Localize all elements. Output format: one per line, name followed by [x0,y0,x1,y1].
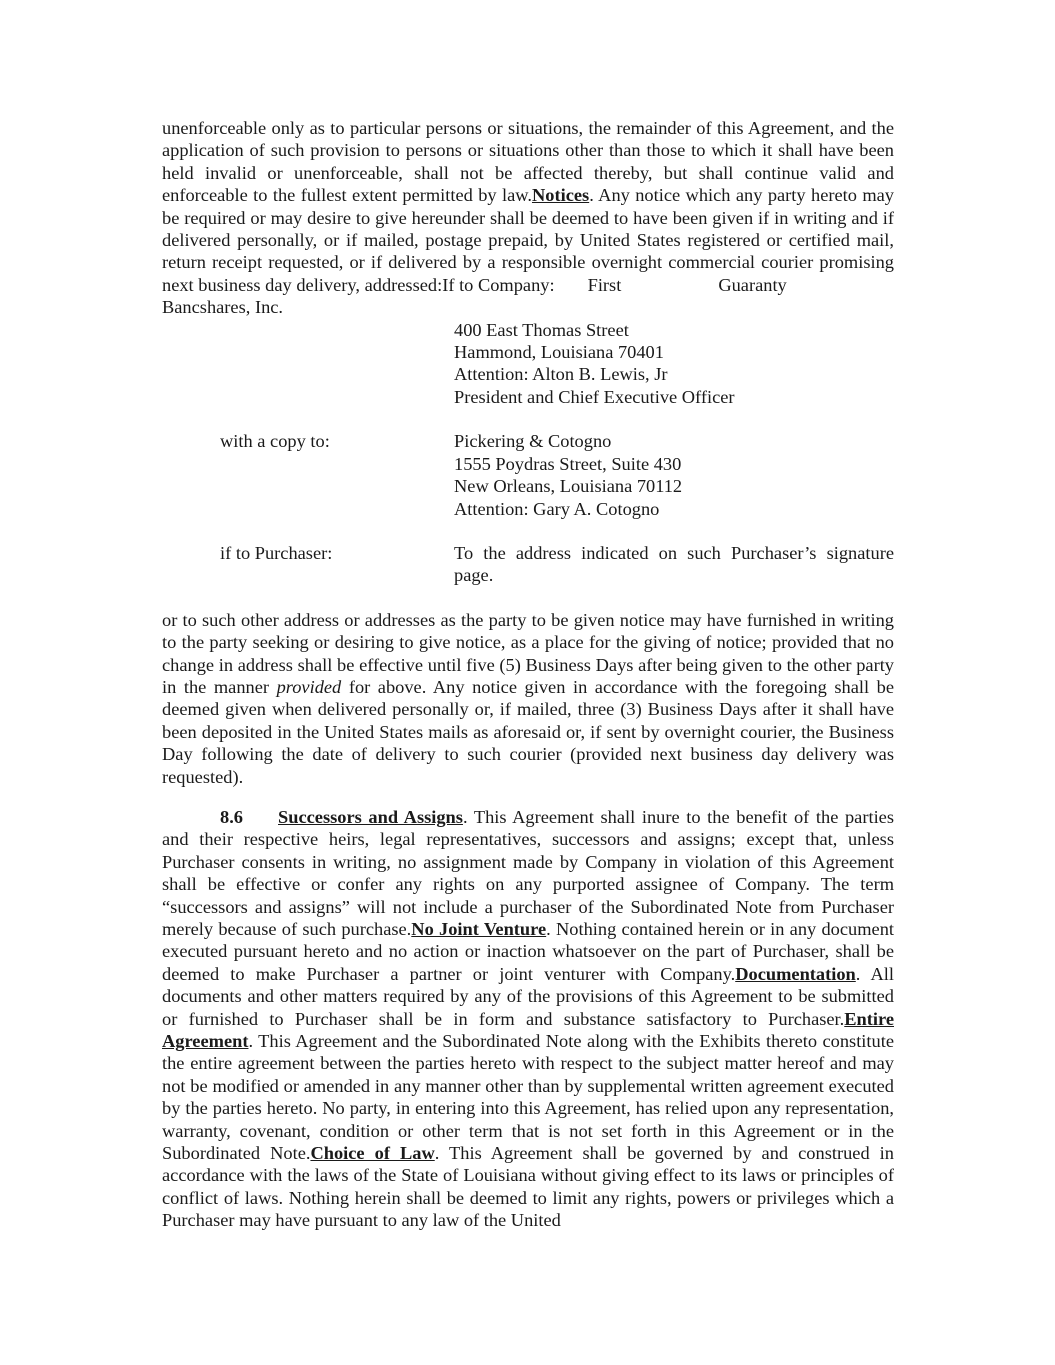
address-line: Hammond, Louisiana 70401 [454,342,664,363]
paragraph-text: . Nothing contained herein or in any document executed pursuant hereto and no action or inaction whatsoever on the part of Purchaser, shall be deemed to make Purchaser a partner or joint venturer with Company. [162,919,894,984]
copy-to-address [162,430,894,520]
paragraph-text: . This Agreement and the Subordinated Note along with the Exhibits thereto constitute the entire agreement between the parties hereto with respect to the subject matter hereof and may not be modified or amended in any manner other than by supplemental written agreement executed by the parties hereto. No party, in entering into this Agreement, has relied upon any representation, warranty, covenant, condition or other term that is not set forth in this Agreement or in the Subordinated Note. [162,1031,894,1164]
address-line: 1555 Poydras Street, Suite 430 [454,453,682,474]
paragraph-text: unenforceable only as to particular persons or situations, the remainder of this Agreement, and the application of such provision to persons or situations other than those to which it shall have been held invalid or unenforceable, shall not be affected thereby, but shall continue valid and enforceable to the fullest extent permitted by law. [162,118,894,206]
address-line: Attention: Alton B. Lewis, Jr [454,364,668,385]
paragraph-text: . All documents and other matters required by any of the provisions of this Agreement to be submitted or furnished to Purchaser shall be in form and substance satisfactory to Purchaser. [162,963,894,1029]
documentation-heading: Documentation [735,963,856,984]
purchaser-address [162,542,894,587]
address-line: New Orleans, Louisiana 70112 [454,476,683,497]
paragraph-text: for above. Any notice given in accordance with the foregoing shall be deemed given when delivered personally or, if mailed, three (3) Business Days after it shall have been deposited in the United States mails as aforesaid or, if sent by overnight courier, the Business Day following the date of delivery to such courier (provided next business day delivery was requested). [162,676,894,787]
purchaser-address-text: To the address indicated on such Purchaser’s signature page. [454,542,894,586]
address-line: Pickering & Cotogno [454,431,612,452]
company-address [162,319,894,409]
notices-heading: Notices [531,185,590,206]
address-line: 400 East Thomas Street [454,319,629,340]
purchaser-label: if to Purchaser: [220,542,333,563]
company-label: If to Company: [442,274,555,295]
notices-paragraph [162,117,894,319]
entire-agreement-heading: Entire Agreement [162,1008,894,1052]
joint-venture-heading: No Joint Venture [411,919,547,939]
address-line: President and Chief Executive Officer [454,386,735,407]
section-8-6-paragraph [162,806,894,1232]
section-number: 8.6 [220,806,243,827]
document-page [162,117,894,1232]
paragraph-text: . This Agreement shall be governed by and construed in accordance with the laws of the State of Louisiana without giving effect to its laws or principles of conflict of laws. Nothing herein shall be deemed to limit any rights, powers or privileges which a Purchaser may have pursuant to any law of the United [162,1143,894,1231]
choice-of-law-heading: Choice of Law [310,1143,435,1164]
paragraph-text: . Any notice which any party hereto may be required or may desire to give hereunder shall be deemed to have been given if in writing and if delivered personally, or if mailed, postage prepaid, by United States registered or certified mail, return receipt requested, or if delivered by a responsible overnight commercial courier promising next business day delivery, addressed: [162,185,894,295]
notice-delivery-paragraph [162,609,894,788]
address-line: Attention: Gary A. Cotogno [454,498,660,519]
italic-word: provided [276,676,342,697]
company-name-part: First [587,274,622,295]
successors-heading: Successors and Assigns [278,806,463,827]
company-name-part: Guaranty [718,274,787,295]
paragraph-text: or to such other address or addresses as the party to be given notice may have furnished in writing to the party seeking or desiring to give notice, as a place for the giving of notice; provided that no change in address shall be effective until five (5) Business Days after being given to the other party in the manner [162,609,894,697]
copy-to-label: with a copy to: [220,431,330,452]
paragraph-text: . This Agreement shall inure to the benefit of the parties and their respective heirs, legal representatives, successors and assigns; except that, unless Purchaser consents in writing, no assignment made by Company in violation of this Agreement shall be effective or confer any rights on any purported assignee of Company. The term “successors and assigns” will not include a purchaser of the Subordinated Note from Purchaser merely because of such purchase. [162,806,895,939]
company-name-part: Bancshares, Inc. [162,297,284,318]
